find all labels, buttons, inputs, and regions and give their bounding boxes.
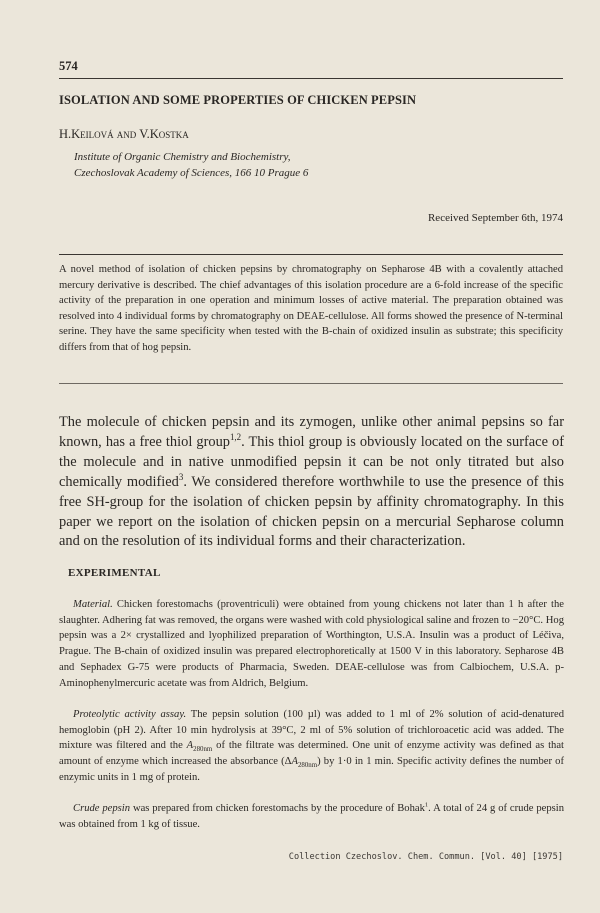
paragraph-crude-pepsin (59, 801, 564, 832)
material-text: Chicken forestomachs (proventriculi) were obtained from young chickens not later than 1 h after the slaughter. Adhering fat was removed, the organs were washed with cold physiological saline and frozen to −20°C. Hog pepsin was a 2× crystallized and lyophilized preparation of Worthington, U.S.A. Insulin was a product of Léčiva, Prague. The B-chain of oxidized insulin was prepared electrophoretically at 1500 V in this laboratory. Sepharose 4B and Sephadex G-75 were products of Pharmacia, Sweden. DEAE-cellulose was from Calbiochem, U.S.A. p-Aminophenylmercuric acetate was from Aldrich, Belgium. (59, 599, 564, 689)
material-lead: Material. (73, 599, 113, 610)
journal-citation: Collection Czechoslov. Chem. Commun. [Vol. 40] [1975] (288, 852, 563, 862)
assay-text-2: of the filtrate was determined. One unit of enzyme activity was defined as that amount of enzyme which increased the absorbance (Δ (59, 740, 565, 768)
abstract-top-rule (59, 254, 563, 255)
absorbance-symbol-1: A (186, 740, 194, 752)
section-heading-experimental: EXPERIMENTAL (68, 567, 161, 579)
header-rule (59, 78, 563, 79)
intro-ref-2: 3 (178, 471, 184, 482)
received-date: Received September 6th, 1974 (427, 212, 563, 224)
authors: H.Keilová and V.Kostka (59, 127, 189, 141)
introduction (59, 413, 564, 552)
page-number: 574 (59, 59, 78, 73)
paragraph-material (59, 597, 564, 691)
abstract: A novel method of isolation of chicken pepsins by chromatography on Sepharose 4B with a covalently attached mercury derivative is described. The chief advantages of this isolation procedure are a 6-fold increase of the specific activity of the preparation in one operation and minimum losses of active material. The preparation obtained was resolved into 4 individual forms by chromatography on DEAE-cellulose. All forms showed the presence of N-terminal serine. They have the same specificity when tested with the B-chain of oxidized insulin as substrate; this specificity differs from that of hog pepsin. (59, 264, 563, 353)
intro-text-2: . This thiol group is obviously located on the surface of the molecule and in native unmodified pepsin it can be not only titrated but also chemically modified (59, 433, 564, 490)
affiliation-line-2: Czechoslovak Academy of Sciences, 166 10 Prague 6 (74, 167, 309, 179)
assay-text-1: The pepsin solution (100 µl) was added to 1 ml of 2% solution of acid-denatured hemoglobin (pH 2). After 10 min hydrolysis at 39°C, 2 ml of 5% solution of trichloroacetic acid was added. The mixture was filtered and the (59, 709, 564, 752)
crude-lead: Crude pepsin (73, 803, 131, 814)
intro-text-3: . We considered therefore worthwhile to use the presence of this free SH-group for the isolation of chicken pepsin by affinity chromatography. In this paper we report on the isolation of chicken pepsin on a mercurial Sepharose column and on the resolution of its individual forms and their characterization. (59, 473, 564, 550)
article-title: ISOLATION AND SOME PROPERTIES OF CHICKEN PEPSIN (59, 93, 417, 107)
absorbance-symbol-2: A (291, 756, 298, 768)
crude-text-1: was prepared from chicken forestomachs by the procedure of Bohak (130, 803, 425, 814)
intro-text-1: The molecule of chicken pepsin and its zymogen, unlike other animal pepsins so far known, has a free thiol group (59, 414, 564, 450)
wavelength-subscript-2: 280nm (297, 762, 318, 770)
abstract-bottom-rule (59, 383, 563, 384)
wavelength-subscript-1: 280nm (193, 746, 213, 754)
intro-ref-1: 1,2 (229, 432, 242, 443)
affiliation-line-1: Institute of Organic Chemistry and Biochemistry, (74, 151, 291, 163)
paragraph-assay (59, 707, 564, 786)
assay-lead: Proteolytic activity assay. (73, 709, 187, 720)
crude-text-2: . A total of 24 g of crude pepsin was obtained from 1 kg of tissue. (59, 803, 564, 830)
assay-text-3: ) by 1·0 in 1 min. Specific activity defines the number of enzymic units in 1 mg of protein. (59, 756, 564, 783)
crude-ref: 1 (424, 801, 429, 809)
